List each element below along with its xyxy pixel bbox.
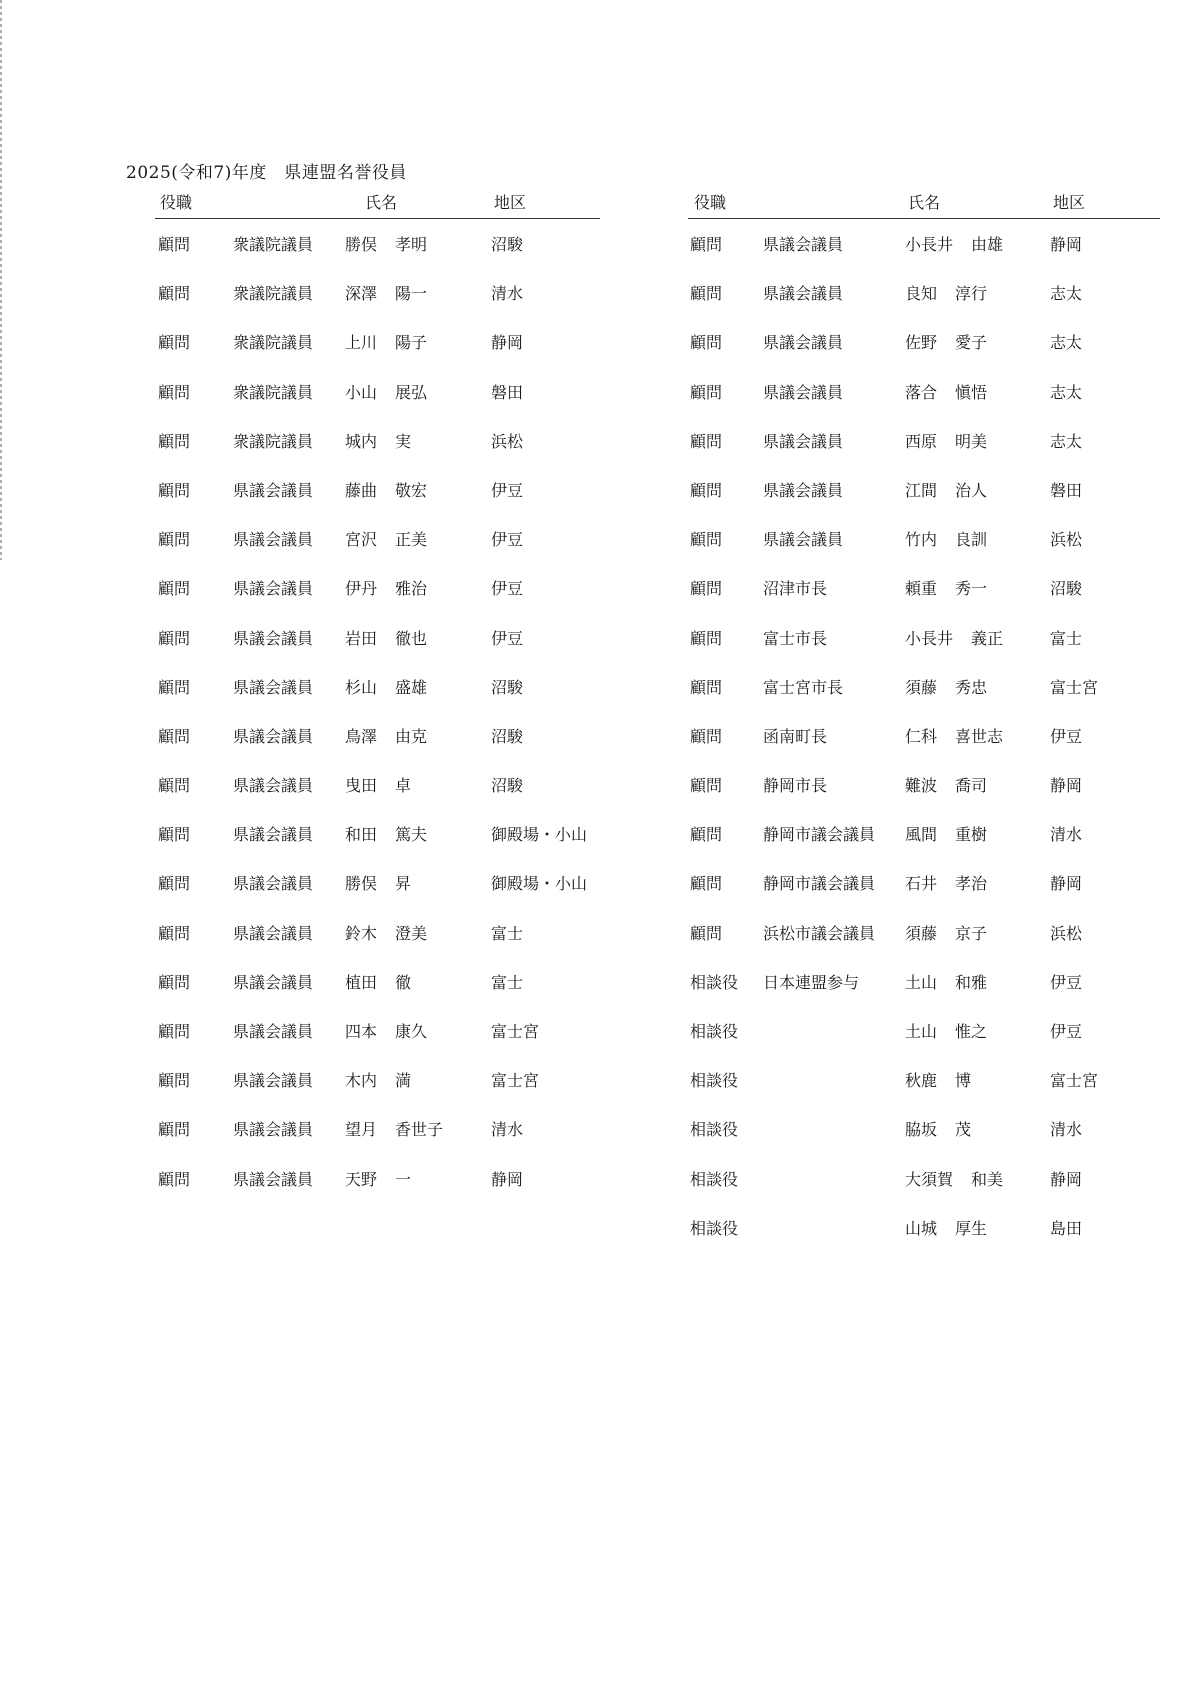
family-name: 竹内 (905, 530, 938, 550)
district-cell: 志太 (1050, 382, 1083, 402)
family-name: 上川 (345, 333, 378, 353)
district-cell: 富士 (491, 972, 524, 992)
position-cell: 県議会議員 (233, 825, 314, 845)
name-cell (905, 1216, 987, 1239)
district-cell: 静岡 (491, 333, 524, 353)
name-cell (905, 1117, 971, 1140)
given-name: 徹也 (395, 628, 428, 648)
position-cell: 県議会議員 (763, 284, 844, 304)
rows-right (0, 230, 1190, 1263)
header-divider-right (688, 218, 1160, 219)
district-cell: 浜松 (1050, 530, 1083, 550)
given-name: 秀忠 (955, 677, 988, 697)
header-district: 地区 (494, 193, 527, 212)
position-cell: 衆議院議員 (233, 382, 314, 402)
role-cell: 相談役 (690, 1022, 739, 1041)
role-cell: 顧問 (158, 776, 191, 796)
given-name: 徹 (395, 972, 412, 992)
district-cell: 清水 (491, 284, 524, 304)
name-cell (905, 970, 987, 993)
district-cell: 伊豆 (491, 579, 524, 599)
table-row (0, 378, 1190, 427)
district-cell: 静岡 (1050, 235, 1083, 254)
family-name: 鈴木 (345, 923, 378, 943)
family-name: 小長井 (905, 628, 954, 648)
family-name: 秋鹿 (905, 1071, 938, 1091)
family-name: 須藤 (905, 923, 938, 943)
name-cell (905, 330, 987, 353)
role-cell: 顧問 (690, 874, 723, 894)
given-name: 一 (395, 1169, 412, 1189)
given-name: 盛雄 (395, 677, 428, 697)
name-cell (905, 232, 1003, 255)
position-cell: 県議会議員 (233, 579, 314, 599)
role-cell: 顧問 (158, 382, 191, 402)
given-name: 卓 (395, 776, 412, 796)
table-row (0, 1066, 1190, 1115)
role-cell: 顧問 (158, 235, 191, 254)
header-role: 役職 (694, 193, 727, 212)
family-name: 杉山 (345, 677, 378, 697)
family-name: 頼重 (905, 579, 938, 599)
role-cell: 顧問 (158, 825, 191, 845)
name-cell (905, 478, 987, 501)
table-row (0, 1115, 1190, 1164)
district-cell: 沼駿 (1050, 579, 1083, 599)
table-row (0, 1165, 1190, 1214)
family-name: 脇坂 (905, 1120, 938, 1140)
district-cell: 浜松 (1050, 923, 1083, 943)
given-name: 博 (955, 1071, 972, 1091)
family-name: 須藤 (905, 677, 938, 697)
position-cell: 衆議院議員 (233, 284, 314, 304)
family-name: 岩田 (345, 628, 378, 648)
role-cell: 顧問 (690, 579, 723, 599)
role-cell: 相談役 (690, 1120, 739, 1140)
given-name: 陽子 (395, 333, 428, 353)
position-cell: 県議会議員 (233, 677, 314, 697)
role-cell: 顧問 (690, 284, 723, 304)
family-name: 伊丹 (345, 579, 378, 599)
position-cell: 県議会議員 (233, 726, 314, 746)
district-cell: 沼駿 (491, 726, 524, 746)
given-name: 篤夫 (395, 825, 428, 845)
position-cell: 県議会議員 (233, 923, 314, 943)
district-cell: 沼駿 (491, 677, 524, 697)
given-name: 惟之 (955, 1022, 988, 1041)
table-row (0, 476, 1190, 525)
district-cell: 伊豆 (491, 480, 524, 500)
family-name: 落合 (905, 382, 938, 402)
family-name: 城内 (345, 431, 378, 451)
district-cell: 浜松 (491, 431, 524, 451)
name-cell (905, 675, 987, 698)
position-cell: 衆議院議員 (233, 235, 314, 254)
family-name: 石井 (905, 874, 938, 894)
role-cell: 顧問 (158, 284, 191, 304)
given-name: 良訓 (955, 530, 988, 550)
district-cell: 沼駿 (491, 776, 524, 796)
district-cell: 伊豆 (491, 530, 524, 550)
district-cell: 伊豆 (1050, 972, 1083, 992)
district-cell: 御殿場・小山 (491, 825, 588, 845)
given-name: 和雅 (955, 972, 988, 992)
given-name: 淳行 (955, 284, 988, 304)
district-cell: 島田 (1050, 1218, 1083, 1238)
name-cell (905, 1019, 987, 1042)
family-name: 深澤 (345, 284, 378, 304)
family-name: 佐野 (905, 333, 938, 353)
given-name: 満 (395, 1071, 412, 1091)
table-row (0, 328, 1190, 377)
district-cell: 富士宮 (1050, 677, 1099, 697)
position-cell: 県議会議員 (763, 382, 844, 402)
family-name: 西原 (905, 431, 938, 451)
given-name: 康久 (395, 1022, 428, 1041)
family-name: 江間 (905, 480, 938, 500)
role-cell: 顧問 (690, 235, 723, 254)
role-cell: 顧問 (158, 1169, 191, 1189)
given-name: 茂 (955, 1120, 972, 1140)
given-name: 敬宏 (395, 480, 428, 500)
role-cell: 顧問 (158, 972, 191, 992)
given-name: 展弘 (395, 382, 428, 402)
family-name: 望月 (345, 1120, 378, 1140)
name-cell (905, 626, 1003, 649)
table-row (0, 624, 1190, 673)
district-cell: 静岡 (1050, 1169, 1083, 1189)
position-cell: 函南町長 (763, 726, 828, 746)
header-row-right (0, 190, 1190, 220)
district-cell: 静岡 (1050, 776, 1083, 796)
document-title: 2025(令和7)年度 県連盟名誉役員 (126, 163, 407, 183)
family-name: 植田 (345, 972, 378, 992)
family-name: 小山 (345, 382, 378, 402)
role-cell: 顧問 (690, 825, 723, 845)
family-name: 難波 (905, 776, 938, 796)
role-cell: 顧問 (690, 480, 723, 500)
district-cell: 磐田 (491, 382, 524, 402)
family-name: 山城 (905, 1218, 938, 1238)
given-name: 義正 (971, 628, 1004, 648)
family-name: 四本 (345, 1022, 378, 1041)
family-name: 仁科 (905, 726, 938, 746)
family-name: 風間 (905, 825, 938, 845)
given-name: 愼悟 (955, 382, 988, 402)
role-cell: 顧問 (158, 530, 191, 550)
given-name: 明美 (955, 431, 988, 451)
district-cell: 沼駿 (491, 235, 524, 254)
family-name: 勝俣 (345, 235, 378, 254)
name-cell (905, 429, 987, 452)
table-row (0, 820, 1190, 869)
header-name: 氏名 (908, 193, 941, 212)
family-name: 和田 (345, 825, 378, 845)
role-cell: 顧問 (690, 333, 723, 353)
table-row (0, 1214, 1190, 1263)
role-cell: 顧問 (158, 1022, 191, 1041)
family-name: 天野 (345, 1169, 378, 1189)
table-row (0, 230, 1190, 279)
given-name: 和美 (971, 1169, 1004, 1189)
given-name: 澄美 (395, 923, 428, 943)
role-cell: 顧問 (158, 628, 191, 648)
given-name: 孝明 (395, 235, 428, 254)
table-row (0, 525, 1190, 574)
position-cell: 富士宮市長 (763, 677, 844, 697)
position-cell: 浜松市議会議員 (763, 923, 876, 943)
position-cell: 静岡市議会議員 (763, 825, 876, 845)
position-cell: 沼津市長 (763, 579, 828, 599)
position-cell: 県議会議員 (233, 1169, 314, 1189)
role-cell: 顧問 (158, 726, 191, 746)
district-cell: 富士 (491, 923, 524, 943)
position-cell: 県議会議員 (233, 480, 314, 500)
district-cell: 志太 (1050, 333, 1083, 353)
position-cell: 衆議院議員 (233, 431, 314, 451)
name-cell (905, 773, 987, 796)
family-name: 宮沢 (345, 530, 378, 550)
district-cell: 磐田 (1050, 480, 1083, 500)
table-row (0, 771, 1190, 820)
district-cell: 御殿場・小山 (491, 874, 588, 894)
name-cell (905, 281, 987, 304)
given-name: 香世子 (395, 1120, 444, 1140)
given-name: 愛子 (955, 333, 988, 353)
position-cell: 県議会議員 (233, 628, 314, 648)
family-name: 大須賀 (905, 1169, 954, 1189)
family-name: 曳田 (345, 776, 378, 796)
role-cell: 相談役 (690, 1071, 739, 1091)
position-cell: 県議会議員 (233, 1022, 314, 1041)
role-cell: 顧問 (690, 628, 723, 648)
position-cell: 県議会議員 (233, 1071, 314, 1091)
role-cell: 顧問 (158, 1120, 191, 1140)
position-cell: 県議会議員 (233, 972, 314, 992)
table-row (0, 673, 1190, 722)
position-cell: 衆議院議員 (233, 333, 314, 353)
district-cell: 伊豆 (1050, 726, 1083, 746)
table-row (0, 919, 1190, 968)
role-cell: 相談役 (690, 1169, 739, 1189)
position-cell: 県議会議員 (763, 333, 844, 353)
name-cell (905, 921, 987, 944)
position-cell: 県議会議員 (763, 530, 844, 550)
given-name: 雅治 (395, 579, 428, 599)
header-role: 役職 (160, 193, 193, 212)
family-name: 勝俣 (345, 874, 378, 894)
role-cell: 顧問 (690, 530, 723, 550)
position-cell: 県議会議員 (763, 431, 844, 451)
position-cell: 日本連盟参与 (763, 972, 860, 992)
role-cell: 顧問 (690, 382, 723, 402)
family-name: 鳥澤 (345, 726, 378, 746)
district-cell: 富士宮 (491, 1022, 540, 1041)
role-cell: 相談役 (690, 972, 739, 992)
given-name: 由雄 (971, 235, 1004, 254)
district-cell: 富士宮 (1050, 1071, 1099, 1091)
role-cell: 顧問 (158, 333, 191, 353)
name-cell (905, 1068, 971, 1091)
role-cell: 顧問 (690, 431, 723, 451)
role-cell: 顧問 (158, 874, 191, 894)
given-name: 喬司 (955, 776, 988, 796)
family-name: 土山 (905, 972, 938, 992)
role-cell: 顧問 (158, 480, 191, 500)
role-cell: 顧問 (158, 1071, 191, 1091)
family-name: 木内 (345, 1071, 378, 1091)
name-cell (905, 380, 987, 403)
position-cell: 県議会議員 (763, 480, 844, 500)
table-row (0, 574, 1190, 623)
position-cell: 県議会議員 (233, 874, 314, 894)
table-row (0, 869, 1190, 918)
name-cell (905, 822, 987, 845)
family-name: 土山 (905, 1022, 938, 1041)
role-cell: 顧問 (158, 923, 191, 943)
family-name: 小長井 (905, 235, 954, 254)
position-cell: 県議会議員 (233, 776, 314, 796)
name-cell (905, 871, 987, 894)
role-cell: 相談役 (690, 1218, 739, 1238)
district-cell: 伊豆 (1050, 1022, 1083, 1041)
family-name: 良知 (905, 284, 938, 304)
name-cell (905, 1167, 1003, 1190)
table-row (0, 427, 1190, 476)
given-name: 喜世志 (955, 726, 1004, 746)
given-name: 厚生 (955, 1218, 988, 1238)
name-cell (905, 527, 987, 550)
given-name: 昇 (395, 874, 412, 894)
district-cell: 志太 (1050, 284, 1083, 304)
district-cell: 富士宮 (491, 1071, 540, 1091)
position-cell: 静岡市長 (763, 776, 828, 796)
table-row (0, 968, 1190, 1017)
given-name: 実 (395, 431, 412, 451)
role-cell: 顧問 (158, 579, 191, 599)
position-cell: 静岡市議会議員 (763, 874, 876, 894)
role-cell: 顧問 (690, 726, 723, 746)
position-cell: 県議会議員 (763, 235, 844, 254)
given-name: 正美 (395, 530, 428, 550)
given-name: 重樹 (955, 825, 988, 845)
district-cell: 静岡 (1050, 874, 1083, 894)
role-cell: 顧問 (690, 776, 723, 796)
name-cell (905, 576, 987, 599)
given-name: 京子 (955, 923, 988, 943)
district-cell: 清水 (1050, 825, 1083, 845)
district-cell: 富士 (1050, 628, 1083, 648)
given-name: 陽一 (395, 284, 428, 304)
header-name: 氏名 (365, 193, 398, 212)
district-cell: 伊豆 (491, 628, 524, 648)
role-cell: 顧問 (690, 677, 723, 697)
role-cell: 顧問 (158, 431, 191, 451)
position-cell: 県議会議員 (233, 1120, 314, 1140)
table-row (0, 1017, 1190, 1066)
given-name: 由克 (395, 726, 428, 746)
given-name: 治人 (955, 480, 988, 500)
position-cell: 県議会議員 (233, 530, 314, 550)
role-cell: 顧問 (158, 677, 191, 697)
table-row (0, 722, 1190, 771)
name-cell (905, 724, 1003, 747)
family-name: 藤曲 (345, 480, 378, 500)
given-name: 秀一 (955, 579, 988, 599)
role-cell: 顧問 (690, 923, 723, 943)
given-name: 孝治 (955, 874, 988, 894)
district-cell: 志太 (1050, 431, 1083, 451)
district-cell: 静岡 (491, 1169, 524, 1189)
table-row (0, 279, 1190, 328)
header-district: 地区 (1053, 193, 1086, 212)
position-cell: 富士市長 (763, 628, 828, 648)
district-cell: 清水 (491, 1120, 524, 1140)
district-cell: 清水 (1050, 1120, 1083, 1140)
